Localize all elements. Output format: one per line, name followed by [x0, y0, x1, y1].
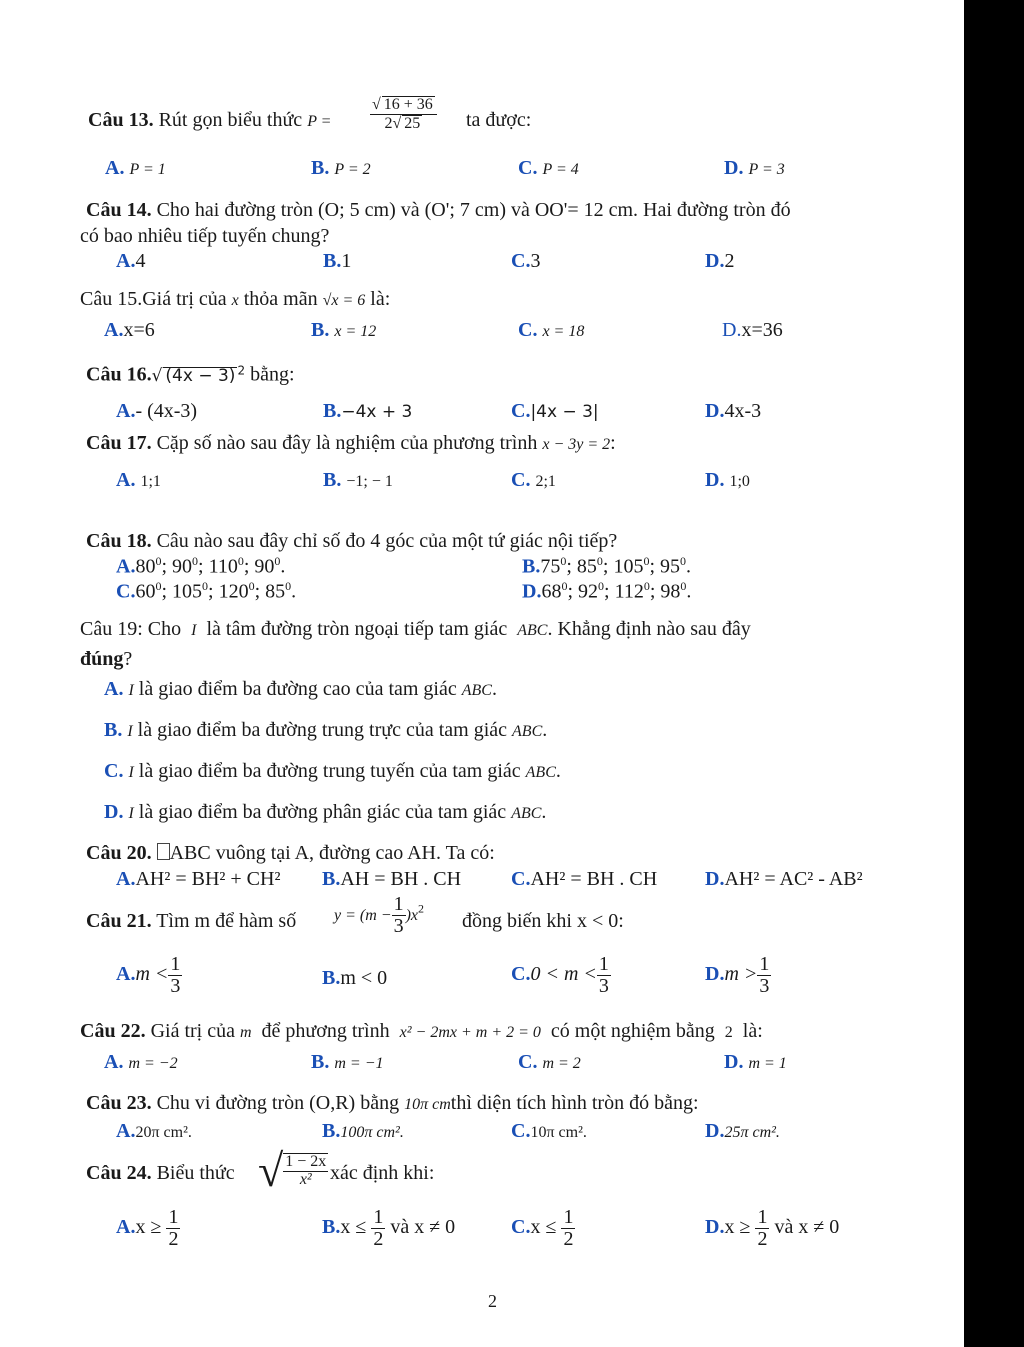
q18-b-angle-3: 105	[613, 555, 644, 578]
q24-label: Câu 24.	[86, 1162, 152, 1184]
q18-option-a-label: A.	[116, 555, 136, 578]
q20-option-a[interactable]	[116, 869, 280, 889]
q19-a-var: I	[128, 682, 134, 699]
q24-option-c-value: x ≤	[530, 1216, 557, 1239]
q13-text: Rút gọn biểu thức	[158, 109, 303, 131]
q24-num: 1 − 2x	[285, 1153, 327, 1171]
q21-function: y = (m − $\frac{1}{3}$ )$x^2$	[334, 893, 425, 937]
q15-option-a[interactable]	[104, 320, 155, 340]
q15-option-c[interactable]	[518, 320, 584, 340]
q21-tail: đồng biến khi x < 0:	[462, 910, 624, 932]
q24-option-d[interactable]	[705, 1207, 839, 1250]
q13-option-c-label: C.	[518, 157, 538, 179]
q15-option-d-label: D.	[722, 319, 742, 341]
q17-option-d-label: D.	[705, 469, 725, 491]
q23-label: Câu 23.	[86, 1092, 152, 1114]
q24-stem	[86, 1163, 235, 1183]
q19-stem-line1	[80, 619, 751, 639]
q21-option-d[interactable]	[705, 954, 771, 997]
q23-stem	[86, 1093, 699, 1113]
q15-option-a-value: x=6	[123, 319, 155, 341]
q19-option-b[interactable]: B. I là giao điểm ba đường trung trực của tam giác ABC.	[104, 719, 548, 741]
q16-option-c-value: |4x − 3|	[530, 402, 599, 422]
q18-stem	[86, 531, 617, 551]
q23-option-a-label: A.	[116, 1120, 136, 1142]
q24-d-and: và x ≠ 0	[774, 1216, 840, 1239]
q19-a-tri: ABC	[461, 682, 492, 699]
q23-text: Chu vi đường tròn (O,R) bằng	[156, 1092, 400, 1114]
q13-option-d[interactable]	[724, 158, 785, 178]
q21-option-a-value: m <	[135, 963, 169, 986]
q18-option-b-label: B.	[522, 555, 541, 578]
q13-option-b-label: B.	[311, 157, 330, 179]
q16-expr: (4x − 3)	[165, 365, 236, 386]
q15-option-c-label: C.	[518, 319, 538, 341]
q18-option-a[interactable]: $A.80^0$; $90^0$; $110^0$; $90^0$.	[116, 554, 286, 578]
q21-text: Tìm m để hàm số	[156, 910, 297, 932]
q14-option-c-label: C.	[511, 250, 531, 272]
q22-mid2: có một nghiệm bằng	[550, 1020, 715, 1042]
q13-fraction	[370, 96, 437, 133]
q21-option-a[interactable]	[116, 954, 182, 997]
q18-option-b[interactable]: $B.75^0$; $85^0$; $105^0$; $95^0$.	[522, 554, 692, 578]
q17-option-b[interactable]	[323, 470, 393, 490]
q16-option-a-label: A.	[116, 400, 136, 422]
q24-expression: √ $\frac{1 - 2x}{\text{x²}}$	[258, 1145, 327, 1196]
q13-option-a-label: A.	[105, 157, 125, 179]
q19-line1c: . Khẳng định nào sau đây	[547, 618, 751, 640]
q21-d-num: 1	[759, 953, 770, 975]
q22-var: m	[239, 1024, 252, 1041]
q18-d-angle-4: 98	[660, 580, 681, 603]
q15-var: x	[231, 292, 239, 309]
q18-text: Câu nào sau đây chỉ số đo 4 góc của một tứ giác nội tiếp?	[156, 530, 618, 552]
q18-a-angle-4: 90	[254, 555, 275, 578]
q14-option-c-value: 3	[530, 250, 541, 272]
q22-option-b-value: m = −1	[334, 1055, 384, 1072]
q21-option-b-label: B.	[322, 967, 341, 989]
q24-option-b[interactable]	[322, 1207, 455, 1250]
q21-c-den: 3	[598, 975, 609, 997]
q14-option-d-label: D.	[705, 250, 725, 272]
q19-cho: Cho	[147, 618, 182, 640]
q18-c-angle-2: 105	[172, 580, 203, 603]
q13-tail: ta được:	[466, 109, 532, 131]
q15-stem	[80, 289, 390, 309]
q22-option-c-label: C.	[518, 1051, 538, 1073]
q16-option-a[interactable]	[116, 401, 197, 421]
q24-tail: xác định khi:	[330, 1162, 435, 1184]
q19-option-b-label: B.	[104, 719, 123, 741]
q24-option-d-label: D.	[705, 1216, 725, 1239]
q20-option-d[interactable]	[705, 869, 863, 889]
q17-text: Cặp số nào sau đây là nghiệm của phương trình	[156, 432, 538, 454]
q16-option-b-label: B.	[323, 400, 342, 422]
q13-label: Câu 13.	[88, 109, 154, 131]
q19-option-b-value: là giao điểm ba đường trung trực của tam giác	[137, 719, 508, 741]
q14-option-c[interactable]	[511, 251, 540, 271]
q21-option-b[interactable]	[322, 968, 387, 988]
q22-option-b[interactable]	[311, 1052, 384, 1072]
q18-label: Câu 18.	[86, 530, 152, 552]
q14-line2: có bao nhiêu tiếp tuyến chung?	[80, 225, 330, 247]
q14-option-d-value: 2	[724, 250, 735, 272]
q17-stem: Câu 17. Cặp số nào sau đây là nghiệm của phương trình x − 3y = 2:	[86, 432, 616, 454]
q19-var: I	[191, 622, 197, 639]
q17-option-a[interactable]	[116, 470, 161, 490]
q24-option-a-value: x ≥	[135, 1216, 162, 1239]
q24-c-num: 1	[563, 1206, 574, 1228]
q23-option-b[interactable]	[322, 1121, 404, 1141]
q13-option-a[interactable]	[105, 158, 166, 178]
q21-fn: y = (m −	[334, 907, 392, 925]
q17-option-a-value: 1;1	[140, 473, 161, 490]
q24-b-and: và x ≠ 0	[390, 1216, 456, 1239]
q19-option-d-value: là giao điểm ba đường phân giác của tam giác	[138, 801, 507, 823]
q17-option-d-value: 1;0	[729, 473, 750, 490]
q18-option-c[interactable]: $C.60^0$; $105^0$; $120^0$; $85^0$.	[116, 579, 297, 603]
q19-line1b: là tâm đường tròn ngoại tiếp tam giác	[206, 618, 508, 640]
q20-option-d-label: D.	[705, 868, 725, 890]
q21-label: Câu 21.	[86, 910, 152, 932]
q20-option-b-value: AH = BH . CH	[340, 868, 462, 890]
q17-option-c-label: C.	[511, 469, 531, 491]
q21-option-a-label: A.	[116, 963, 136, 986]
q21-c-num: 1	[598, 953, 609, 975]
q16-option-a-value: - (4x-3)	[135, 400, 198, 422]
q24-option-b-value: x ≤	[340, 1216, 367, 1239]
q22-option-d-value: m = 1	[748, 1055, 787, 1072]
q24-option-c[interactable]	[511, 1207, 575, 1250]
q24-d-num: 1	[757, 1206, 768, 1228]
q13-option-a-value: P = 1	[129, 161, 166, 178]
q18-c-angle-1: 60	[135, 580, 156, 603]
q18-d-angle-1: 68	[541, 580, 562, 603]
q16-option-b[interactable]	[323, 401, 412, 421]
q17-option-b-label: B.	[323, 469, 342, 491]
q24-b-num: 1	[373, 1206, 384, 1228]
q19-option-d[interactable]: D. I là giao điểm ba đường phân giác của tam giác ABC.	[104, 801, 547, 823]
q18-a-angle-2: 90	[172, 555, 193, 578]
q19-d-tri: ABC	[511, 805, 542, 822]
q24-b-den: 2	[373, 1228, 384, 1250]
q23-option-c-value: 10π cm².	[530, 1124, 587, 1141]
q18-b-angle-1: 75	[540, 555, 561, 578]
q18-c-angle-3: 120	[218, 580, 249, 603]
q13-option-c-value: P = 4	[542, 161, 579, 178]
q16-stem: Câu 16.√ (4x − 3) $^2$ bằng:	[86, 364, 295, 385]
q13-option-d-value: P = 3	[748, 161, 785, 178]
q19-c-tri: ABC	[525, 764, 556, 781]
q21-a-num: 1	[170, 953, 181, 975]
q16-option-b-value: −4x + 3	[341, 402, 413, 422]
q13-numerator: 16 + 36	[383, 96, 433, 113]
q18-d-angle-3: 112	[614, 580, 644, 603]
q15-mid: thỏa mãn	[243, 288, 318, 310]
q14-option-d[interactable]	[705, 251, 734, 271]
q14-option-b-label: B.	[323, 250, 342, 272]
q18-c-angle-4: 85	[265, 580, 286, 603]
q13-option-b[interactable]	[311, 158, 371, 178]
q17-option-d[interactable]	[705, 470, 750, 490]
q16-option-d-value: 4x-3	[724, 400, 762, 422]
q21-fn-tail: )x	[405, 907, 419, 925]
q20-option-b-label: B.	[322, 868, 341, 890]
q19-bold: đúng	[80, 648, 124, 670]
q15-option-d-value: x=36	[741, 319, 783, 341]
page-number: 2	[488, 1291, 497, 1311]
q14-stem	[86, 200, 791, 220]
q14-option-b-value: 1	[341, 250, 352, 272]
q22-mid: để phương trình	[261, 1020, 390, 1042]
q17-option-c[interactable]	[511, 470, 556, 490]
missing-glyph-box	[157, 843, 170, 860]
q21-option-c[interactable]	[511, 954, 611, 997]
q22-two: 2	[724, 1024, 733, 1041]
q13-denominator: 25	[404, 114, 421, 132]
q22-option-a-label: A.	[104, 1051, 124, 1073]
q20-option-c-value: AH² = BH . CH	[530, 868, 658, 890]
q19-option-c-value: là giao điểm ba đường trung tuyến của tam giác	[138, 760, 521, 782]
q23-option-c[interactable]	[511, 1121, 587, 1141]
q22-label: Câu 22.	[80, 1020, 146, 1042]
q13-option-c[interactable]	[518, 158, 579, 178]
q14-line1: Cho hai đường tròn (O; 5 cm) và (O'; 7 cm) và OO'= 12 cm. Hai đường tròn đó	[156, 199, 791, 221]
q20-stem	[86, 843, 495, 863]
q20-option-a-label: A.	[116, 868, 136, 890]
q24-option-a-label: A.	[116, 1216, 136, 1239]
q19-qmark: ?	[123, 648, 133, 670]
q20-option-c[interactable]	[511, 869, 657, 889]
q13-p: P =	[307, 113, 332, 130]
q16-option-d[interactable]	[705, 401, 761, 421]
q24-a-num: 1	[168, 1206, 179, 1228]
q24-text: Biểu thức	[156, 1162, 235, 1184]
q14-option-a-value: 4	[135, 250, 146, 272]
q23-option-d-value: 25π cm².	[724, 1124, 780, 1141]
q21-option-d-label: D.	[705, 963, 725, 986]
q24-option-c-label: C.	[511, 1216, 531, 1239]
q17-option-b-value: −1; − 1	[346, 473, 393, 490]
q14-label: Câu 14.	[86, 199, 152, 221]
q17-option-c-value: 2;1	[535, 473, 556, 490]
q16-option-c-label: C.	[511, 400, 531, 422]
q22-option-c[interactable]	[518, 1052, 581, 1072]
q18-d-angle-2: 92	[578, 580, 599, 603]
q20-text: ABC vuông tại A, đường cao AH. Ta có:	[169, 842, 495, 864]
q19-d-var: I	[128, 805, 134, 822]
q24-option-b-label: B.	[322, 1216, 341, 1239]
q18-option-c-label: C.	[116, 580, 136, 603]
q22-tail: là:	[742, 1020, 763, 1042]
q19-tri: ABC	[517, 622, 548, 639]
q21-option-c-value: 0 < m <	[530, 963, 597, 986]
q22-text: Giá trị của	[150, 1020, 235, 1042]
q18-option-d-label: D.	[522, 580, 542, 603]
q13-option-d-label: D.	[724, 157, 744, 179]
q22-option-a[interactable]	[104, 1052, 178, 1072]
q22-eq: x² − 2mx + m + 2 = 0	[399, 1024, 541, 1041]
q19-option-a-label: A.	[104, 678, 124, 700]
q18-a-angle-3: 110	[208, 555, 238, 578]
q17-option-a-label: A.	[116, 469, 136, 491]
q22-option-d[interactable]	[724, 1052, 787, 1072]
q15-option-b-value: x = 12	[334, 323, 377, 340]
q24-option-d-value: x ≥	[724, 1216, 751, 1239]
q18-b-angle-4: 95	[660, 555, 681, 578]
q16-tail: bằng:	[250, 363, 295, 386]
q22-stem	[80, 1021, 763, 1041]
q19-c-var: I	[128, 764, 134, 781]
q24-d-den: 2	[757, 1228, 768, 1250]
q16-option-c[interactable]	[511, 401, 599, 421]
q15-option-c-value: x = 18	[542, 323, 585, 340]
q20-label: Câu 20.	[86, 842, 152, 864]
q21-d-den: 3	[759, 975, 770, 997]
q23-option-a-value: 20π cm².	[135, 1124, 192, 1141]
q13-den-coef: 2	[384, 114, 393, 132]
q23-option-d-label: D.	[705, 1120, 725, 1142]
q24-c-den: 2	[563, 1228, 574, 1250]
q23-option-d[interactable]	[705, 1121, 780, 1141]
q23-val: 10π cm	[404, 1096, 451, 1113]
q15-text: Giá trị của	[142, 288, 227, 310]
q19-option-d-label: D.	[104, 801, 124, 823]
q14-option-a[interactable]	[116, 251, 145, 271]
q19-b-tri: ABC	[512, 723, 543, 740]
q24-a-den: 2	[168, 1228, 179, 1250]
q18-a-angle-1: 80	[135, 555, 156, 578]
q19-option-c-label: C.	[104, 760, 124, 782]
q19-option-a-value: là giao điểm ba đường cao của tam giác	[138, 678, 457, 700]
q15-option-a-label: A.	[104, 319, 124, 341]
q19-b-var: I	[127, 723, 133, 740]
q20-option-a-value: AH² = BH² + CH²	[135, 868, 281, 890]
q24-option-a[interactable]	[116, 1207, 180, 1250]
q22-option-c-value: m = 2	[542, 1055, 581, 1072]
q19-option-a[interactable]: A. I là giao điểm ba đường cao của tam giác ABC.	[104, 678, 497, 700]
q17-label: Câu 17.	[86, 432, 152, 454]
q14-option-b[interactable]	[323, 251, 351, 271]
q15-label: Câu 15.	[80, 288, 143, 310]
q22-option-b-label: B.	[311, 1051, 330, 1073]
q18-option-d[interactable]: $D.68^0$; $92^0$; $112^0$; $98^0$.	[522, 579, 692, 603]
q14-option-a-label: A.	[116, 250, 136, 272]
q24-den: x²	[299, 1171, 312, 1188]
q15-option-d[interactable]	[722, 320, 783, 340]
q18-b-angle-2: 85	[576, 555, 597, 578]
q23-option-a[interactable]	[116, 1121, 192, 1141]
q19-stem-line2	[80, 649, 132, 669]
q17-eq: x − 3y = 2	[542, 436, 611, 453]
right-margin-bar	[964, 0, 1024, 1347]
q15-option-b-label: B.	[311, 319, 330, 341]
q20-option-c-label: C.	[511, 868, 531, 890]
q20-option-b[interactable]	[322, 869, 461, 889]
q21-frac-den: 3	[393, 915, 404, 937]
q15-eq: x = 6	[331, 292, 366, 309]
q23-option-b-label: B.	[322, 1120, 341, 1142]
q21-option-b-value: m < 0	[340, 967, 388, 989]
q23-option-c-label: C.	[511, 1120, 531, 1142]
q21-option-c-label: C.	[511, 963, 531, 986]
q23-tail: thì diện tích hình tròn đó bằng:	[450, 1092, 699, 1114]
q16-label: Câu 16.	[86, 363, 152, 386]
q21-a-den: 3	[170, 975, 181, 997]
q22-option-d-label: D.	[724, 1051, 744, 1073]
q13-option-b-value: P = 2	[334, 161, 371, 178]
q21-stem	[86, 911, 296, 931]
q16-option-d-label: D.	[705, 400, 725, 422]
q23-option-b-value: 100π cm².	[340, 1124, 404, 1141]
q15-tail: là:	[370, 288, 391, 310]
q21-frac-num: 1	[393, 893, 404, 915]
q15-option-b[interactable]	[311, 320, 376, 340]
q19-label: Câu 19:	[80, 618, 143, 640]
q19-option-c[interactable]: C. I là giao điểm ba đường trung tuyến của tam giác ABC.	[104, 760, 561, 782]
q21-option-d-value: m >	[724, 963, 758, 986]
q22-option-a-value: m = −2	[128, 1055, 178, 1072]
q20-option-d-value: AH² = AC² - AB²	[724, 868, 863, 890]
q13-stem	[88, 110, 331, 130]
